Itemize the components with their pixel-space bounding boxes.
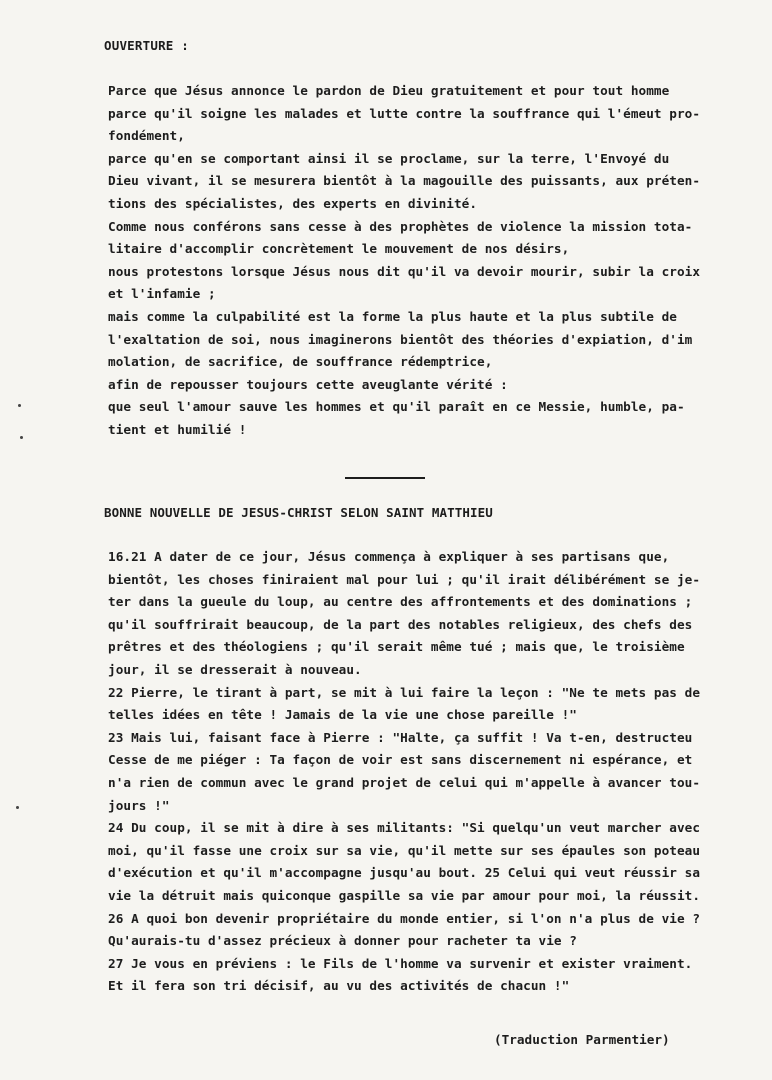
paper-speck bbox=[18, 404, 21, 407]
intro-line: nous protestons lorsque Jésus nous dit qu'il va devoir mourir, subir la croix bbox=[108, 263, 701, 279]
intro-line: mais comme la culpabilité est la forme la plus haute et la plus subtile de bbox=[108, 308, 677, 324]
gospel-line: Qu'aurais-tu d'assez précieux à donner pour racheter ta vie ? bbox=[108, 933, 577, 949]
gospel-line: 27 Je vous en préviens : le Fils de l'homme va survenir et exister vraiment. bbox=[108, 955, 693, 971]
intro-line: parce qu'il soigne les malades et lutte contre la souffrance qui l'émeut pro- bbox=[108, 105, 701, 121]
paper-speck bbox=[20, 436, 23, 439]
intro-line: molation, de sacrifice, de souffrance rédemptrice, bbox=[108, 354, 493, 370]
intro-paragraph bbox=[108, 80, 764, 442]
gospel-line: prêtres et des théologiens ; qu'il serait même tué ; mais que, le troisième bbox=[108, 639, 685, 655]
intro-line: litaire d'accomplir concrètement le mouvement de nos désirs, bbox=[108, 241, 570, 257]
intro-line: parce qu'en se comportant ainsi il se proclame, sur la terre, l'Envoyé du bbox=[108, 150, 670, 166]
section-divider bbox=[345, 477, 425, 479]
gospel-line: Et il fera son tri décisif, au vu des activités de chacun !" bbox=[108, 978, 570, 994]
gospel-line: d'exécution et qu'il m'accompagne jusqu'au bout. 25 Celui qui veut réussir sa bbox=[108, 865, 701, 881]
intro-line: Parce que Jésus annonce le pardon de Dieu gratuitement et pour tout homme bbox=[108, 83, 670, 98]
intro-line: tient et humilié ! bbox=[108, 421, 247, 437]
intro-line: Dieu vivant, il se mesurera bientôt à la magouille des puissants, aux préten- bbox=[108, 173, 701, 189]
gospel-line: jours !" bbox=[108, 797, 170, 813]
gospel-line: moi, qu'il fasse une croix sur sa vie, qu'il mette sur ses épaules son poteau bbox=[108, 842, 701, 858]
gospel-passage bbox=[108, 546, 764, 998]
gospel-line: 16.21 A dater de ce jour, Jésus commença à expliquer à ses partisans que, bbox=[108, 549, 670, 564]
intro-line: et l'infamie ; bbox=[108, 286, 216, 302]
gospel-line: 23 Mais lui, faisant face à Pierre : "Halte, ça suffit ! Va t-en, destructeu bbox=[108, 729, 693, 745]
gospel-line: n'a rien de commun avec le grand projet de celui qui m'appelle à avancer tou- bbox=[108, 774, 701, 790]
opening-heading: OUVERTURE : bbox=[104, 38, 189, 53]
translation-credit: (Traduction Parmentier) bbox=[494, 1032, 670, 1047]
gospel-line: ter dans la gueule du loup, au centre des affrontements et des dominations ; bbox=[108, 594, 693, 610]
intro-line: l'exaltation de soi, nous imaginerons bientôt des théories d'expiation, d'im bbox=[108, 331, 693, 347]
gospel-line: 26 A quoi bon devenir propriétaire du monde entier, si l'on n'a plus de vie ? bbox=[108, 910, 701, 926]
gospel-line: telles idées en tête ! Jamais de la vie une chose pareille !" bbox=[108, 707, 577, 723]
gospel-line: Cesse de me piéger : Ta façon de voir est sans discernement ni espérance, et bbox=[108, 752, 693, 768]
gospel-line: bientôt, les choses finiraient mal pour lui ; qu'il irait délibérément se je- bbox=[108, 571, 701, 587]
gospel-line: vie la détruit mais quiconque gaspille sa vie par amour pour moi, la réussit. bbox=[108, 887, 701, 903]
gospel-line: qu'il souffrirait beaucoup, de la part des notables religieux, des chefs des bbox=[108, 616, 693, 632]
gospel-line: jour, il se dresserait à nouveau. bbox=[108, 661, 362, 677]
intro-line: afin de repousser toujours cette aveuglante vérité : bbox=[108, 376, 508, 392]
intro-line: tions des spécialistes, des experts en divinité. bbox=[108, 195, 478, 211]
gospel-title: BONNE NOUVELLE DE JESUS-CHRIST SELON SAINT MATTHIEU bbox=[104, 505, 493, 520]
intro-line: Comme nous conférons sans cesse à des prophètes de violence la mission tota- bbox=[108, 218, 693, 234]
gospel-line: 22 Pierre, le tirant à part, se mit à lui faire la leçon : "Ne te mets pas de bbox=[108, 684, 701, 700]
intro-line: que seul l'amour sauve les hommes et qu'il paraît en ce Messie, humble, pa- bbox=[108, 399, 685, 415]
intro-line: fondément, bbox=[108, 128, 185, 144]
gospel-line: 24 Du coup, il se mit à dire à ses militants: "Si quelqu'un veut marcher avec bbox=[108, 820, 701, 836]
paper-speck bbox=[16, 806, 19, 809]
